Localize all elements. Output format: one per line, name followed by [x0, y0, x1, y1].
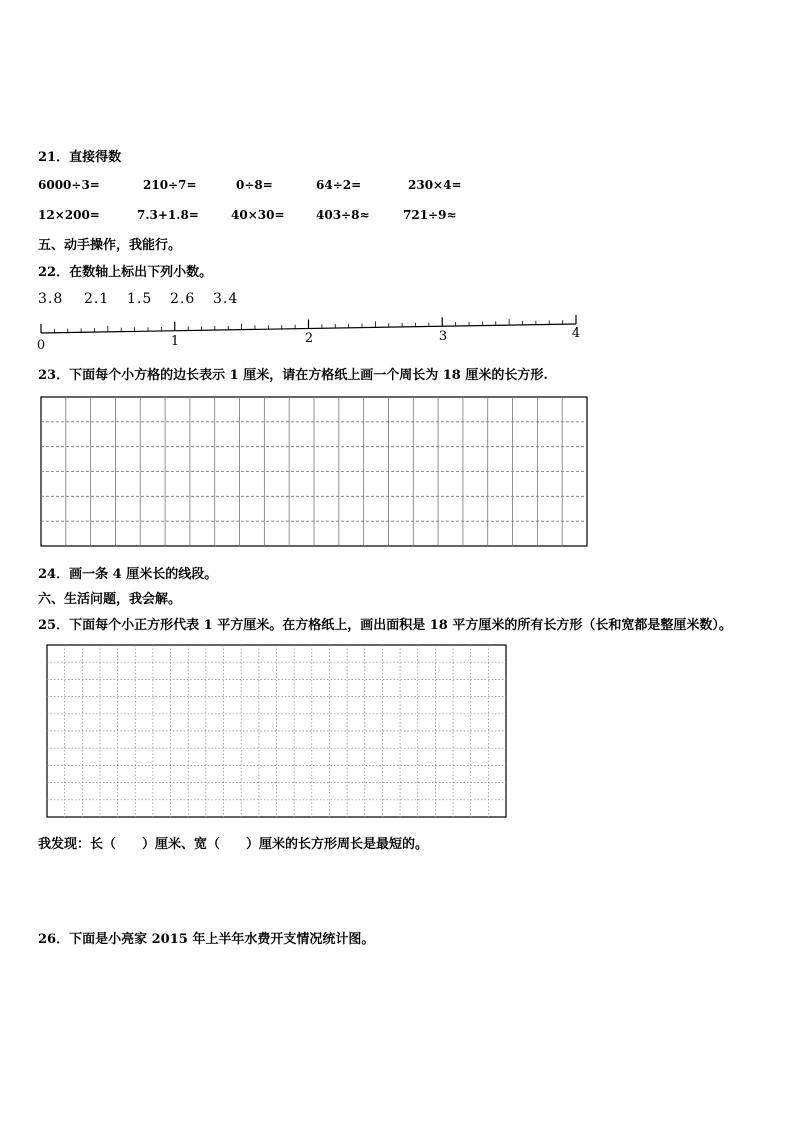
- calc-item: 721÷9≈: [403, 208, 457, 222]
- calc-item: 230×4=: [408, 178, 462, 192]
- q25-finding: [38, 833, 428, 852]
- finding-prefix: 我发现：长（: [38, 837, 117, 852]
- calc-item: 210÷7=: [143, 178, 197, 192]
- q21-title: 21．直接得数: [38, 150, 122, 165]
- q22-title: 22．在数轴上标出下列小数。: [38, 265, 213, 280]
- grid-lines: [41, 397, 587, 546]
- axis-label-1: 1: [170, 334, 180, 349]
- decimal-label: 2.1: [84, 291, 110, 307]
- calc-item: 64÷2=: [316, 178, 362, 192]
- axis-label-3: 3: [438, 329, 448, 344]
- finding-mid: ）厘米、宽（: [142, 837, 221, 852]
- finding-suffix: ）厘米的长方形周长是最短的。: [246, 837, 429, 852]
- axis-label-0: 0: [36, 338, 46, 353]
- calc-item: 12×200=: [38, 208, 100, 222]
- decimal-label: 2.6: [170, 291, 196, 307]
- section-6-heading: 六、生活问题，我会解。: [38, 592, 182, 607]
- grid-lines: [47, 645, 506, 817]
- calc-item: 7.3+1.8=: [137, 208, 199, 222]
- calc-item: 403÷8≈: [316, 208, 370, 222]
- number-line[interactable]: [30, 318, 590, 354]
- q26-title: 26．下面是小亮家 2015 年上半年水费开支情况统计图。: [38, 932, 375, 947]
- calc-item: 6000÷3=: [38, 178, 100, 192]
- section-5-heading: 五、动手操作，我能行。: [38, 238, 182, 253]
- calc-item: 0÷8=: [236, 178, 273, 192]
- decimal-label: 3.4: [213, 291, 239, 307]
- axis-label-2: 2: [304, 331, 314, 346]
- axis-label-4: 4: [571, 326, 581, 341]
- q24-title: 24．画一条 4 厘米长的线段。: [38, 567, 218, 582]
- decimal-label: 1.5: [127, 291, 153, 307]
- decimal-label: 3.8: [38, 291, 64, 307]
- q23-title: 23．下面每个小方格的边长表示 1 厘米，请在方格纸上画一个周长为 18 厘米的长方形.: [38, 368, 548, 383]
- grid-paper-1cm[interactable]: [40, 396, 588, 547]
- q25-title: 25．下面每个小正方形代表 1 平方厘米。在方格纸上，画出面积是 18 平方厘米的所有长方形（长和宽都是整厘米数）。: [38, 618, 732, 633]
- grid-paper-square-cm[interactable]: [46, 644, 507, 818]
- calc-item: 40×30=: [231, 208, 285, 222]
